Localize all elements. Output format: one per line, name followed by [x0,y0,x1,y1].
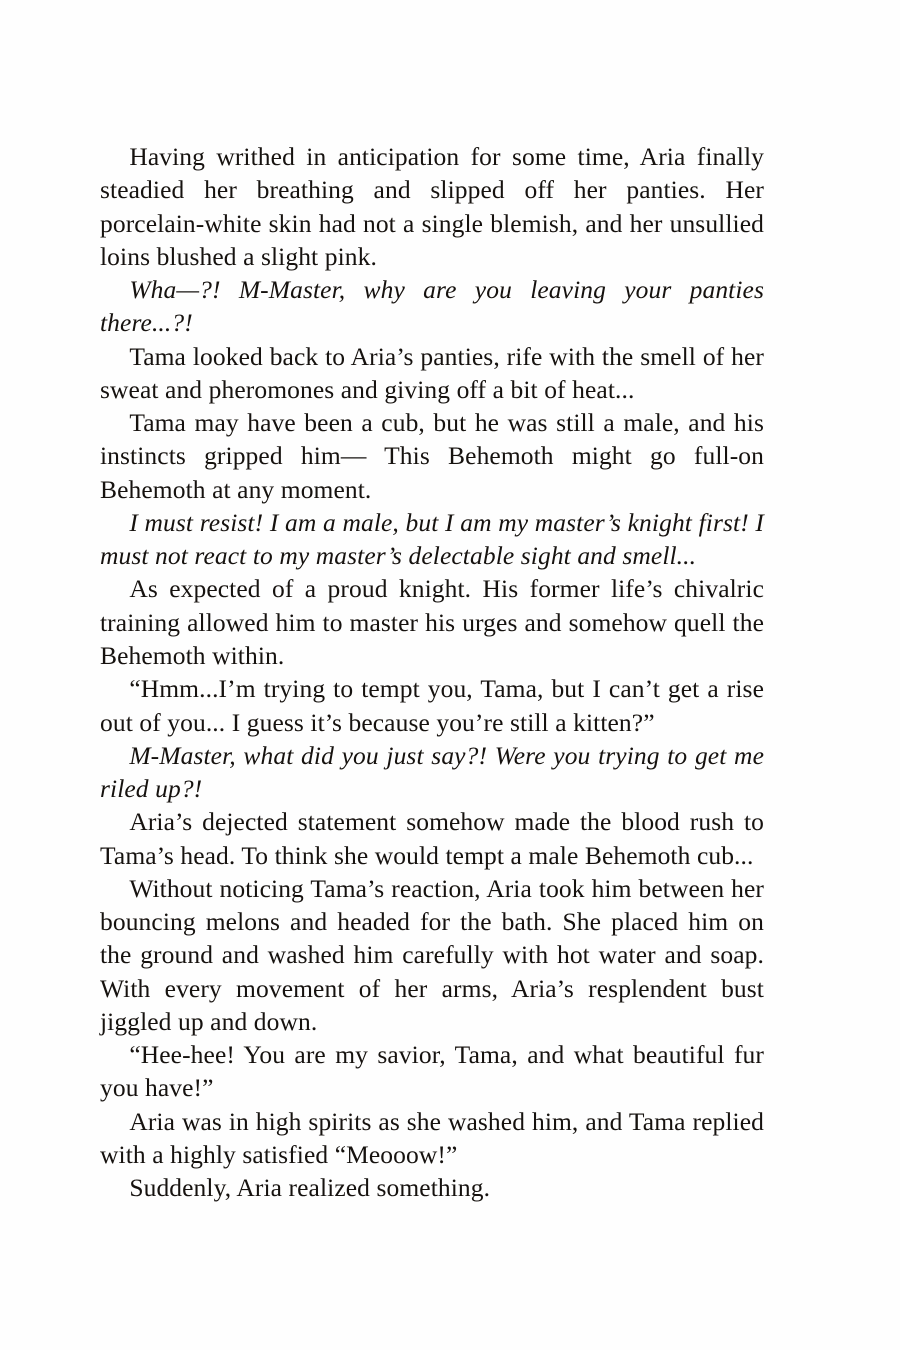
paragraph: Aria’s dejected statement somehow made the blood rush to Tama’s head. To think she would tempt a male Behemoth cub... [100,807,764,870]
paragraph: “Hmm...I’m trying to tempt you, Tama, but I can’t get a rise out of you... I guess it’s because you’re still a kitten?” [100,674,764,737]
paragraph: As expected of a proud knight. His former life’s chivalric training allowed him to master his urges and somehow quell the Behemoth within. [100,574,764,670]
paragraph: Suddenly, Aria realized something. [129,1173,491,1203]
paragraph: Having writhed in anticipation for some time, Aria finally steadied her breathing and slipped off her panties. Her porcelain-white skin had not a single blemish, and her unsullied loins blushed a slight pink. [100,142,764,271]
paragraph-italic: I must resist! I am a male, but I am my master’s knight first! I must not react to my master’s delectable sight and smell... [100,507,764,571]
paragraph: Without noticing Tama’s reaction, Aria took him between her bouncing melons and headed for the bath. She placed him on the ground and washed him carefully with hot water and soap. With every movement of her arms, Aria’s resplendent bust jiggled up and down. [100,873,764,1036]
paragraph: “Hee-hee! You are my savior, Tama, and what beautiful fur you have!” [100,1040,764,1103]
paragraph: Tama looked back to Aria’s panties, rife with the smell of her sweat and pheromones and giving off a bit of heat... [100,341,764,404]
paragraph-italic: Wha—?! M-Master, why are you leaving your panties there...?! [100,275,764,338]
paragraph: Aria was in high spirits as she washed him, and Tama replied with a highly satisfied “Meooow!” [100,1106,764,1169]
paragraph-italic: M-Master, what did you just say?! Were you trying to get me riled up?! [100,740,764,804]
page-body-text [100,140,764,1205]
paragraph: Tama may have been a cub, but he was still a male, and his instincts gripped him— This Behemoth might go full-on Behemoth at any moment. [100,408,764,504]
